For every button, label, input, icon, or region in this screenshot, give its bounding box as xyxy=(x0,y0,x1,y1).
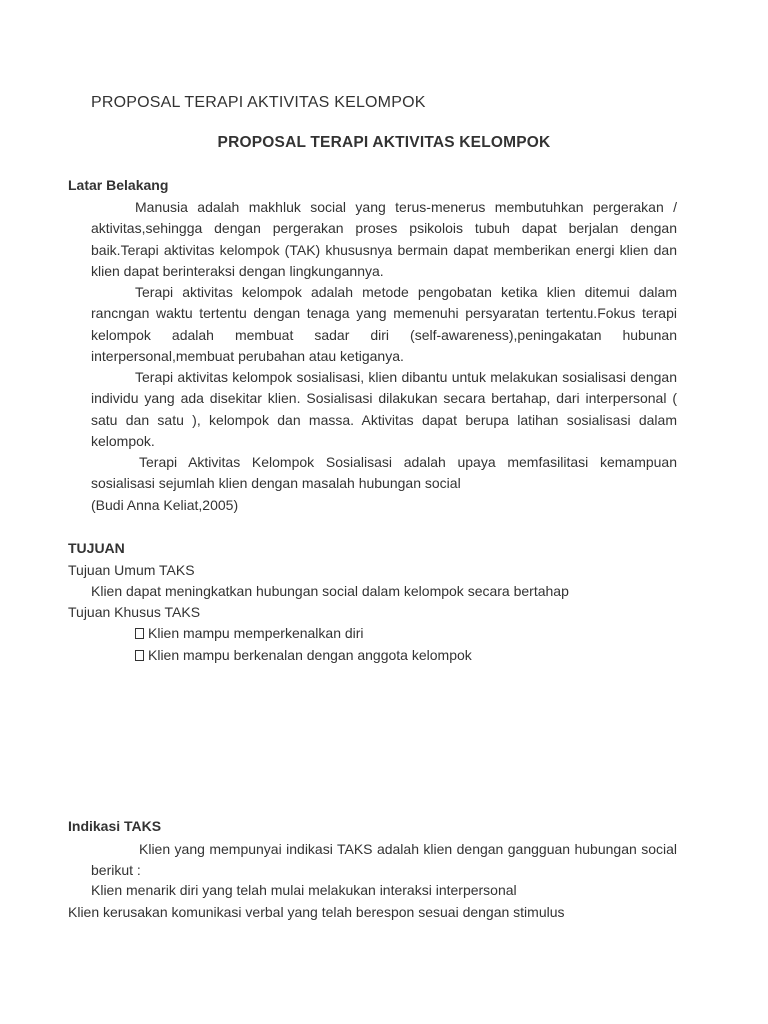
latar-paragraph-4: Terapi Aktivitas Kelompok Sosialisasi adalah upaya memfasilitasi kemampuan sosialisasi sejumlah klien dengan masalah hubungan social xyxy=(91,454,677,492)
tujuan-umum-label: Tujuan Umum TAKS xyxy=(68,562,195,578)
missing-glyph-bullet-icon xyxy=(135,628,144,639)
indikasi-heading: Indikasi TAKS xyxy=(68,818,162,834)
indikasi-item-1: Klien menarik diri yang telah mulai melakukan interaksi interpersonal xyxy=(91,882,517,898)
list-item-text: Klien mampu memperkenalkan diri xyxy=(148,625,364,641)
latar-belakang-heading: Latar Belakang xyxy=(68,177,169,193)
indikasi-paragraph: Klien yang mempunyai indikasi TAKS adalah klien dengan gangguan hubungan social berikut : xyxy=(91,841,677,879)
latar-paragraph-1: Manusia adalah makhluk social yang terus-menerus membutuhkan pergerakan / aktivitas,sehingga dengan pergerakan proses psikolois tubuh dapat berjalan dengan baik.Terapi aktivitas kelompok (TAK) khususnya bermain dapat memberikan energi klien dan klien dapat berinteraksi dengan lingkungannya. xyxy=(91,199,677,279)
list-item-text: Klien mampu berkenalan dengan anggota kelompok xyxy=(148,647,472,663)
tujuan-umum-text: Klien dapat meningkatkan hubungan social dalam kelompok secara bertahap xyxy=(91,583,569,599)
tujuan-heading: TUJUAN xyxy=(68,540,125,556)
indikasi-item-2: Klien kerusakan komunikasi verbal yang telah berespon sesuai dengan stimulus xyxy=(68,904,565,920)
latar-paragraph-2: Terapi aktivitas kelompok adalah metode pengobatan ketika klien ditemui dalam rancngan waktu tertentu dengan tenaga yang memenuhi persyaratan tertentu.Fokus terapi kelompok adalah membuat sadar diri (self-awareness),peningakatan hubunan interpersonal,membuat perubahan atau ketiganya. xyxy=(91,284,677,364)
missing-glyph-bullet-icon xyxy=(135,650,144,661)
document-header-title: PROPOSAL TERAPI AKTIVITAS KELOMPOK xyxy=(91,94,426,111)
latar-paragraph-3: Terapi aktivitas kelompok sosialisasi, klien dibantu untuk melakukan sosialisasi dengan individu yang ada disekitar klien. Sosialisasi dilakukan secara bertahap, dari interpersonal ( satu dan satu ), kelompok dan massa. Aktivitas dapat berupa latihan sosialisasi dalam kelompok. xyxy=(91,369,677,449)
main-title: PROPOSAL TERAPI AKTIVITAS KELOMPOK xyxy=(217,134,551,151)
citation: (Budi Anna Keliat,2005) xyxy=(91,497,239,513)
list-item xyxy=(135,647,472,663)
tujuan-khusus-label: Tujuan Khusus TAKS xyxy=(68,604,201,620)
list-item xyxy=(135,625,364,641)
